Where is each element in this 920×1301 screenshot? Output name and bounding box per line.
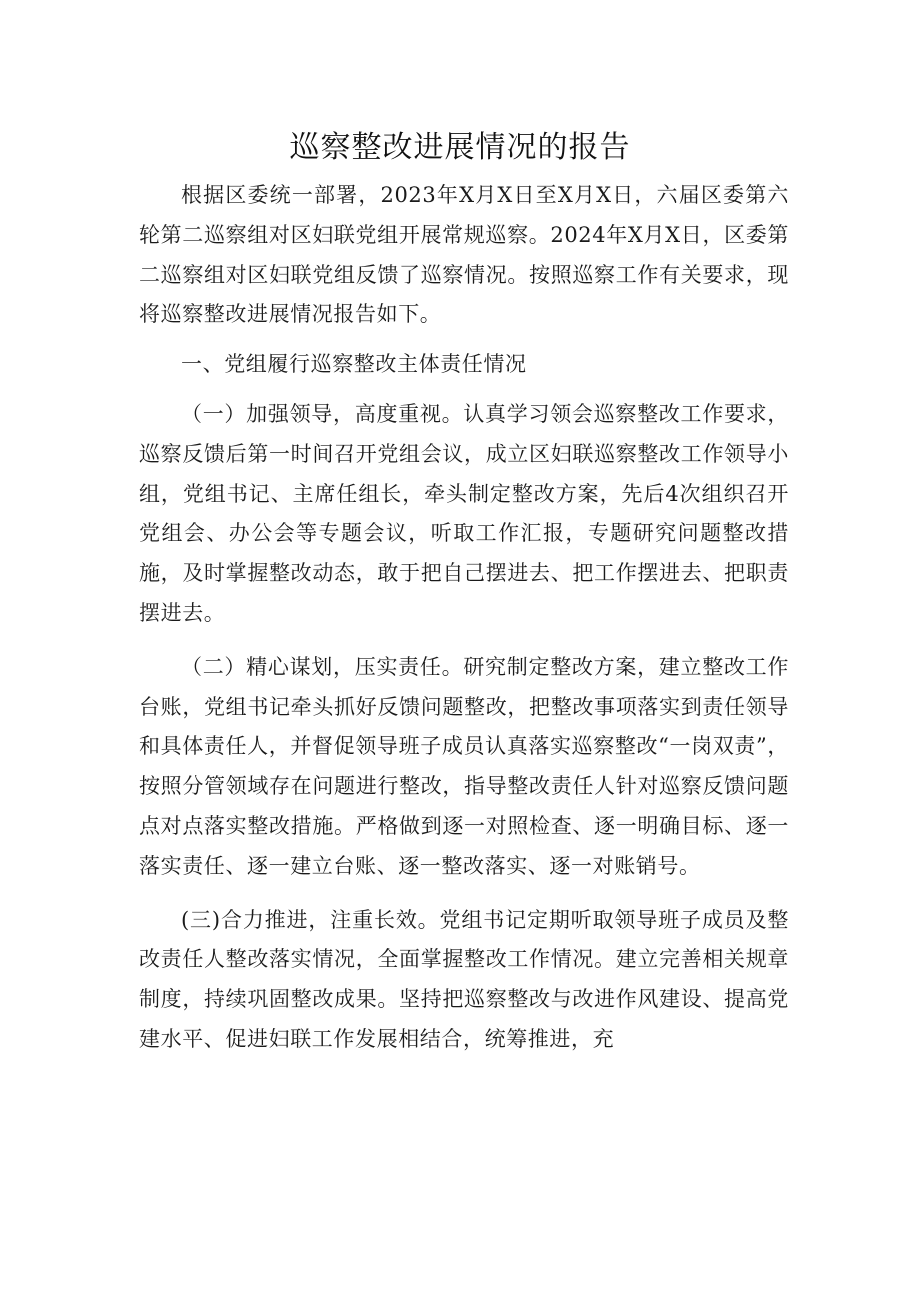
paragraph-3: (三)合力推进，注重长效。党组书记定期听取领导班子成员及整改责任人整改落实情况，全面掌握整改工作情况。建立完善相关规章制度，持续巩固整改成果。坚持把巡察整改与改进作风建设、提高党建水平、促进妇联工作发展相结合，统筹推进，充 [139, 907, 789, 1051]
intro-paragraph: 根据区委统一部署，2023年X月X日至X月X日，六届区委第六轮第二巡察组对区妇联党组开展常规巡察。2024年X月X日，区委第二巡察组对区妇联党组反馈了巡察情况。按照巡察工作有关要求，现将巡察整改进展情况报告如下。 [139, 183, 789, 327]
document-title: 巡察整改进展情况的报告 [289, 130, 631, 165]
paragraph-2: （二）精心谋划，压实责任。研究制定整改方案，建立整改工作台账，党组书记牵头抓好反馈问题整改，把整改事项落实到责任领导和具体责任人，并督促领导班子成员认真落实巡察整改“一岗双责”，按照分管领域存在问题进行整改，指导整改责任人针对巡察反馈问题点对点落实整改措施。严格做到逐一对照检查、逐一明确目标、逐一落实责任、逐一建立台账、逐一整改落实、逐一对账销号。 [139, 654, 789, 878]
section-heading: 一、党组履行巡察整改主体责任情况 [181, 352, 527, 377]
paragraph-1: （一）加强领导，高度重视。认真学习领会巡察整改工作要求，巡察反馈后第一时间召开党组会议，成立区妇联巡察整改工作领导小组，党组书记、主席任组长，牵头制定整改方案，先后4次组织召开党组会、办公会等专题会议，听取工作汇报，专题研究问题整改措施，及时掌握整改动态，敢于把自己摆进去、把工作摆进去、把职责摆进去。 [139, 401, 789, 625]
document-body [139, 176, 789, 1060]
